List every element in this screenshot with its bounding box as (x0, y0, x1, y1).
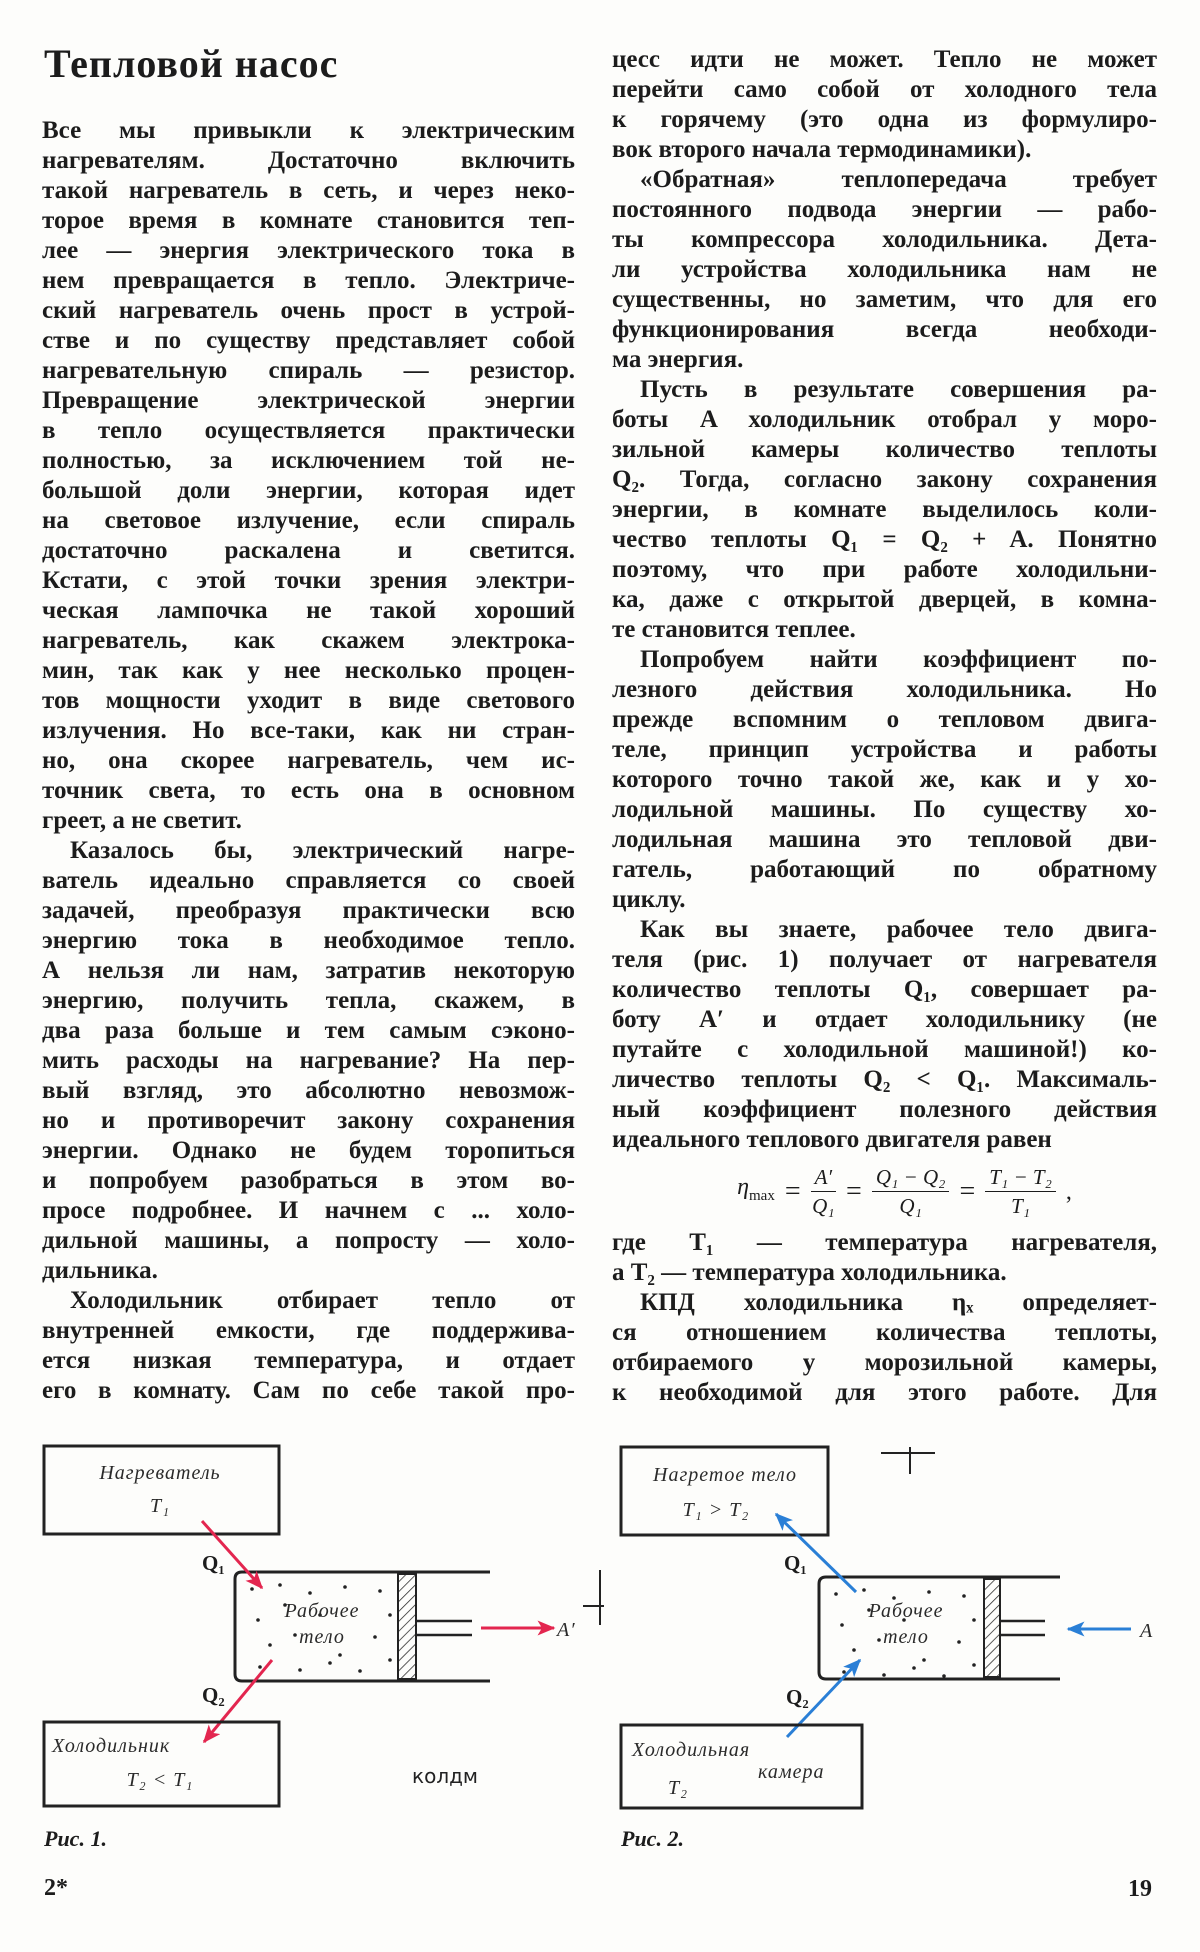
formula-fraction-1: $\frac{A'}{\text{Q₁}}$ (812, 1165, 835, 1218)
heater-temperature: T₁ (149, 1495, 171, 1517)
cold-chamber-temperature: T₂ (668, 1777, 689, 1799)
text-line: Q₂. Тогда, согласно закону сохранения (612, 466, 1157, 493)
text-line: теле, принцип устройства и работы (612, 736, 1157, 763)
figure-2-refrigerator (621, 1447, 1153, 1808)
working-body-label: тело (883, 1626, 929, 1648)
text-line: цесс идти не может. Тепло не может (612, 46, 1157, 73)
text-line: А нельзя ли нам, затратив некоторую (42, 957, 575, 984)
q2-label: Q₂ (786, 1685, 809, 1709)
text-line: ли устройства холодильника нам не (612, 256, 1157, 283)
page-number: 19 (1128, 1876, 1152, 1902)
text-line: отбираемого у морозильной камеры, (612, 1349, 1157, 1376)
text-line: количество теплоты Q₁, совершает ра- (612, 976, 1157, 1003)
text-line: вый взгляд, это абсолютно невозмож- (42, 1077, 575, 1104)
text-line: ется низкая температура, и отдает (42, 1347, 575, 1374)
text-line: боты A холодильник отобрал у моро- (612, 406, 1157, 433)
particle-dot (268, 1643, 272, 1647)
text-line: два раза больше и тем самым сэконо- (42, 1017, 575, 1044)
text-line: Превращение электрической энергии (42, 387, 575, 414)
text-line: ский нагреватель очень прост в устрой- (42, 297, 575, 324)
figure-1-caption: Рис. 1. (44, 1826, 107, 1851)
piston (398, 1574, 416, 1679)
formula-equals: = (784, 1175, 801, 1207)
text-line: энергии. Однако не будем торопиться (42, 1137, 575, 1164)
text-line: лодильная машина это тепловой дви- (612, 826, 1157, 853)
work-label: A′ (557, 1619, 576, 1641)
text-line: к необходимой для этого работе. Для (612, 1379, 1157, 1406)
hot-body-box (621, 1447, 828, 1535)
text-line: теля (рис. 1) получает от нагревателя (612, 946, 1157, 973)
figure-2-caption: Рис. 2. (621, 1826, 684, 1851)
particle-dot (852, 1648, 856, 1652)
text-line: личество теплоты Q₂ < Q₁. Максималь- (612, 1066, 1157, 1093)
text-line: полностью, за исключением той не- (42, 447, 575, 474)
formula-equals: = (959, 1175, 976, 1207)
formula-fraction-2: $\frac{\text{Q₁ − Q₂}}{\text{Q₁}}$ (872, 1165, 950, 1218)
text-line: нем превращается в тепло. Электриче- (42, 267, 575, 294)
text-line: циклу. (612, 886, 686, 913)
particle-dot (373, 1635, 377, 1639)
particle-dot (338, 1653, 342, 1657)
text-line: нагревателям. Достаточно включить (42, 147, 575, 174)
cold-chamber-label: камера (758, 1761, 825, 1783)
text-line: ся отношением количества теплоты, (612, 1319, 1157, 1346)
text-line: большой доли энергии, которая идет (42, 477, 575, 504)
working-body-label: Рабочее (868, 1600, 944, 1622)
figure-1-heat-engine (44, 1446, 604, 1806)
particle-dot (842, 1670, 846, 1674)
text-line: ный коэффициент полезного действия (612, 1096, 1157, 1123)
text-line: внутренней емкости, где поддержива- (42, 1317, 575, 1344)
particle-dot (308, 1591, 312, 1595)
particle-dot (834, 1592, 838, 1596)
cooler-label: Холодильник (52, 1735, 171, 1757)
text-line: в тепло осуществляется практически (42, 417, 575, 444)
text-line: ческая лампочка не такой хороший (42, 597, 575, 624)
particle-dot (840, 1623, 844, 1627)
text-line: Казалось бы, электрический нагре- (70, 837, 575, 864)
text-line: лодильной машины. По существу хо- (612, 796, 1157, 823)
particle-dot (258, 1665, 262, 1669)
particle-dot (922, 1658, 926, 1662)
text-line: энергии, в комнате выделилось коли- (612, 496, 1157, 523)
text-line: ка, даже с открытой дверцей, в комна- (612, 586, 1157, 613)
cold-chamber-label: Холодильная (632, 1739, 751, 1761)
text-line: мин, так как у нее несколько процен- (42, 657, 575, 684)
text-line: а T₂ — температура холодильника. (612, 1259, 1007, 1286)
particle-dot (972, 1663, 976, 1667)
article-title: Тепловой насос (44, 41, 339, 86)
text-line: нагревательную спираль — резистор. (42, 357, 575, 384)
hot-body-temperature: T₁ > T₂ (682, 1499, 750, 1521)
particle-dot (942, 1674, 946, 1678)
text-line: идеального теплового двигателя равен (612, 1126, 1052, 1153)
text-line: энергию тока в необходимое тепло. (42, 927, 575, 954)
particle-dot (388, 1613, 392, 1617)
work-label: A (1140, 1620, 1154, 1642)
text-line: дильника. (42, 1257, 158, 1284)
text-line: которого точно такой же, как и у хо- (612, 766, 1157, 793)
text-line: но и противоречит закону сохранения (42, 1107, 575, 1134)
formula-comma: , (1065, 1178, 1072, 1205)
text-line: его в комнату. Сам по себе такой про- (42, 1377, 575, 1404)
formula-fraction-3: $\frac{\text{T₁ − T₂}}{\text{T₁}}$ (985, 1165, 1056, 1218)
particle-dot (912, 1666, 916, 1670)
heater-label: Нагреватель (99, 1462, 221, 1484)
text-line: постоянного подвода энергии — рабо- (612, 196, 1157, 223)
particle-dot (298, 1668, 302, 1672)
cylinder (235, 1572, 490, 1681)
text-line: и попробуем разобраться в этом во- (42, 1167, 575, 1194)
particle-dot (862, 1588, 866, 1592)
text-line: существенны, но заметим, что для его (612, 286, 1157, 313)
text-line: Все мы привыкли к электрическим (42, 117, 575, 144)
particle-dot (328, 1661, 332, 1665)
text-line: Как вы знаете, рабочее тело двига- (640, 916, 1157, 943)
text-line: стве и по существу представляет собой (42, 327, 575, 354)
text-line: прежде вспомним о тепловом двига- (612, 706, 1157, 733)
signature-mark: 2* (44, 1875, 68, 1901)
text-line: ты компрессора холодильника. Дета- (612, 226, 1157, 253)
cold-chamber-box (621, 1725, 862, 1808)
text-line: такой нагреватель в сеть, и через неко- (42, 177, 575, 204)
particle-dot (927, 1590, 931, 1594)
formula-equals: = (846, 1175, 862, 1207)
hot-body-label: Нагретое тело (653, 1464, 797, 1486)
particle-dot (972, 1618, 976, 1622)
text-line: задачей, преобразуя практически всю (42, 897, 575, 924)
q2-label: Q₂ (202, 1683, 225, 1707)
q1-label: Q₁ (784, 1551, 807, 1575)
particle-dot (358, 1669, 362, 1673)
text-line: лезного действия холодильника. Но (612, 676, 1157, 703)
particle-dot (293, 1633, 297, 1637)
text-line: греет, а не светит. (42, 807, 242, 834)
particle-dot (378, 1589, 382, 1593)
particle-dot (388, 1658, 392, 1662)
text-line: нагреватель, как скажем электрока- (42, 627, 575, 654)
text-line: функционирования всегда необходи- (612, 316, 1157, 343)
particle-dot (957, 1640, 961, 1644)
text-line: «Обратная» теплопередача требует (640, 166, 1157, 193)
text-line: точник света, то есть она в основном (42, 777, 575, 804)
text-line: дильной машины, а попросту — холо- (42, 1227, 575, 1254)
handwritten-note: колдм (412, 1764, 479, 1788)
q1-label: Q₁ (202, 1551, 225, 1575)
text-line: просе подробнее. И начнем с ... холо- (42, 1197, 575, 1224)
particle-dot (343, 1585, 347, 1589)
text-line: Пусть в результате совершения ра- (640, 376, 1157, 403)
text-line: чество теплоты Q₁ = Q₂ + A. Понятно (612, 526, 1157, 553)
heater-box (44, 1446, 279, 1534)
text-line: те становится теплее. (612, 616, 856, 643)
text-line: но, она скорее нагреватель, чем ис- (42, 747, 575, 774)
particle-dot (278, 1583, 282, 1587)
text-line: вок второго начала термодинамики). (612, 136, 1032, 163)
particle-dot (877, 1638, 881, 1642)
text-line: Попробуем найти коэффициент по- (640, 646, 1157, 673)
text-line: лее — энергия электрического тока в (42, 237, 575, 264)
text-line: перейти само собой от холодного тела (612, 76, 1157, 103)
text-line: тов мощности уходит в виде светового (42, 687, 575, 714)
text-line: Холодильник отбирает тепло от (70, 1287, 575, 1314)
working-body-label: тело (299, 1626, 345, 1648)
text-line: торое время в комнате становится теп- (42, 207, 575, 234)
text-line: мить расходы на нагревание? На пер- (42, 1047, 575, 1074)
text-line: достаточно раскалена и светится. (42, 537, 575, 564)
text-line: где T₁ — температура нагревателя, (612, 1229, 1157, 1256)
particle-dot (962, 1594, 966, 1598)
text-line: ма энергия. (612, 346, 744, 373)
formula-eta: $\eta_{max}$ (737, 1174, 775, 1204)
piston (984, 1579, 1000, 1677)
particle-dot (882, 1673, 886, 1677)
text-line: излучения. Но все-таки, как ни стран- (42, 717, 575, 744)
text-line: гатель, работающий по обратному (612, 856, 1157, 883)
particle-dot (250, 1587, 254, 1591)
text-line: зильной камеры количество теплоты (612, 436, 1157, 463)
text-line: к горячему (это одна из формулиро- (612, 106, 1157, 133)
text-line: на световое излучение, если спираль (42, 507, 575, 534)
text-line: поэтому, что при работе холодильни- (612, 556, 1157, 583)
text-line: Кстати, с этой точки зрения электри- (42, 567, 575, 594)
text-line: боту A′ и отдает холодильнику (не (612, 1006, 1157, 1033)
cooler-temperature: T₂ < T₁ (126, 1769, 194, 1791)
text-line: КПД холодильника ηₓ определяет- (640, 1289, 1157, 1316)
text-line: ватель идеально справляется со своей (42, 867, 575, 894)
text-line: энергию, получить тепла, скажем, в (42, 987, 575, 1014)
particle-dot (256, 1618, 260, 1622)
text-line: путайте с холодильной машиной!) ко- (612, 1036, 1157, 1063)
working-body-label: Рабочее (284, 1600, 360, 1622)
